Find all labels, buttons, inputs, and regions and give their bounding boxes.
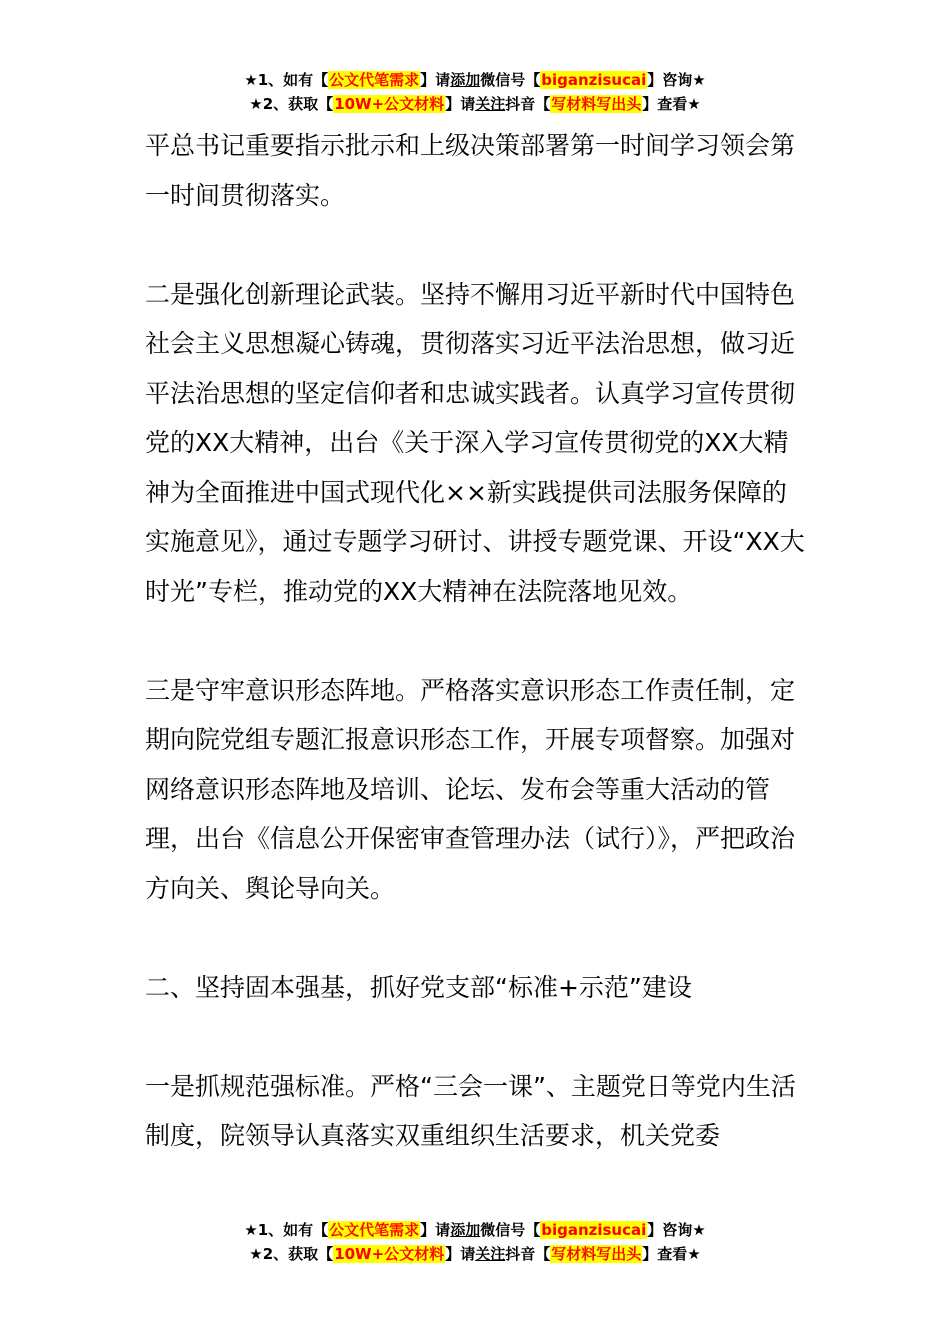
highlight-wechat-id: biganzisucai [541,1221,647,1239]
promo-banner-top [0,68,950,116]
highlight-douyin-account: 写材料写出头 [551,1245,642,1263]
promo-line-2: ★2、获取【10W+公文材料】请关注抖音【写材料写出头】查看★ [249,1245,701,1263]
highlight-service: 公文代笔需求 [329,1221,420,1239]
highlight-douyin-account: 写材料写出头 [551,95,642,113]
document-body [145,121,810,1161]
promo-line-1: ★1、如有【公文代笔需求】请添加微信号【biganzisucai】咨询★ [244,71,706,89]
paragraph: 二是强化创新理论武装。坚持不懈用习近平新时代中国特色社会主义思想凝心铸魂，贯彻落实习近平法治思想，做习近平法治思想的坚定信仰者和忠诚实践者。认真学习宣传贯彻党的XX大精神，出台《关于深入学习宣传贯彻党的XX大精神为全面推进中国式现代化××新实践提供司法服务保障的实施意见》，通过专题学习研讨、讲授专题党课、开设“XX大时光”专栏，推动党的XX大精神在法院落地见效。 [145,279,805,606]
paragraph: 平总书记重要指示批示和上级决策部署第一时间学习领会第一时间贯彻落实。 [145,131,796,210]
highlight-materials: 10W+公文材料 [334,1245,445,1263]
section-heading: 二、坚持固本强基，抓好党支部“标准+示范”建设 [145,972,692,1002]
promo-banner-bottom [0,1218,950,1266]
promo-line-1: ★1、如有【公文代笔需求】请添加微信号【biganzisucai】咨询★ [244,1221,706,1239]
highlight-wechat-id: biganzisucai [541,71,647,89]
paragraph: 三是守牢意识形态阵地。严格落实意识形态工作责任制，定期向院党组专题汇报意识形态工作，开展专项督察。加强对网络意识形态阵地及培训、论坛、发布会等重大活动的管理，出台《信息公开保密审查管理办法（试行）》，严把政治方向关、舆论导向关。 [145,675,796,903]
paragraph: 一是抓规范强标准。严格“三会一课”、主题党日等党内生活制度，院领导认真落实双重组织生活要求，机关党委 [145,1071,796,1150]
promo-line-2: ★2、获取【10W+公文材料】请关注抖音【写材料写出头】查看★ [249,95,701,113]
highlight-service: 公文代笔需求 [329,71,420,89]
highlight-materials: 10W+公文材料 [334,95,445,113]
